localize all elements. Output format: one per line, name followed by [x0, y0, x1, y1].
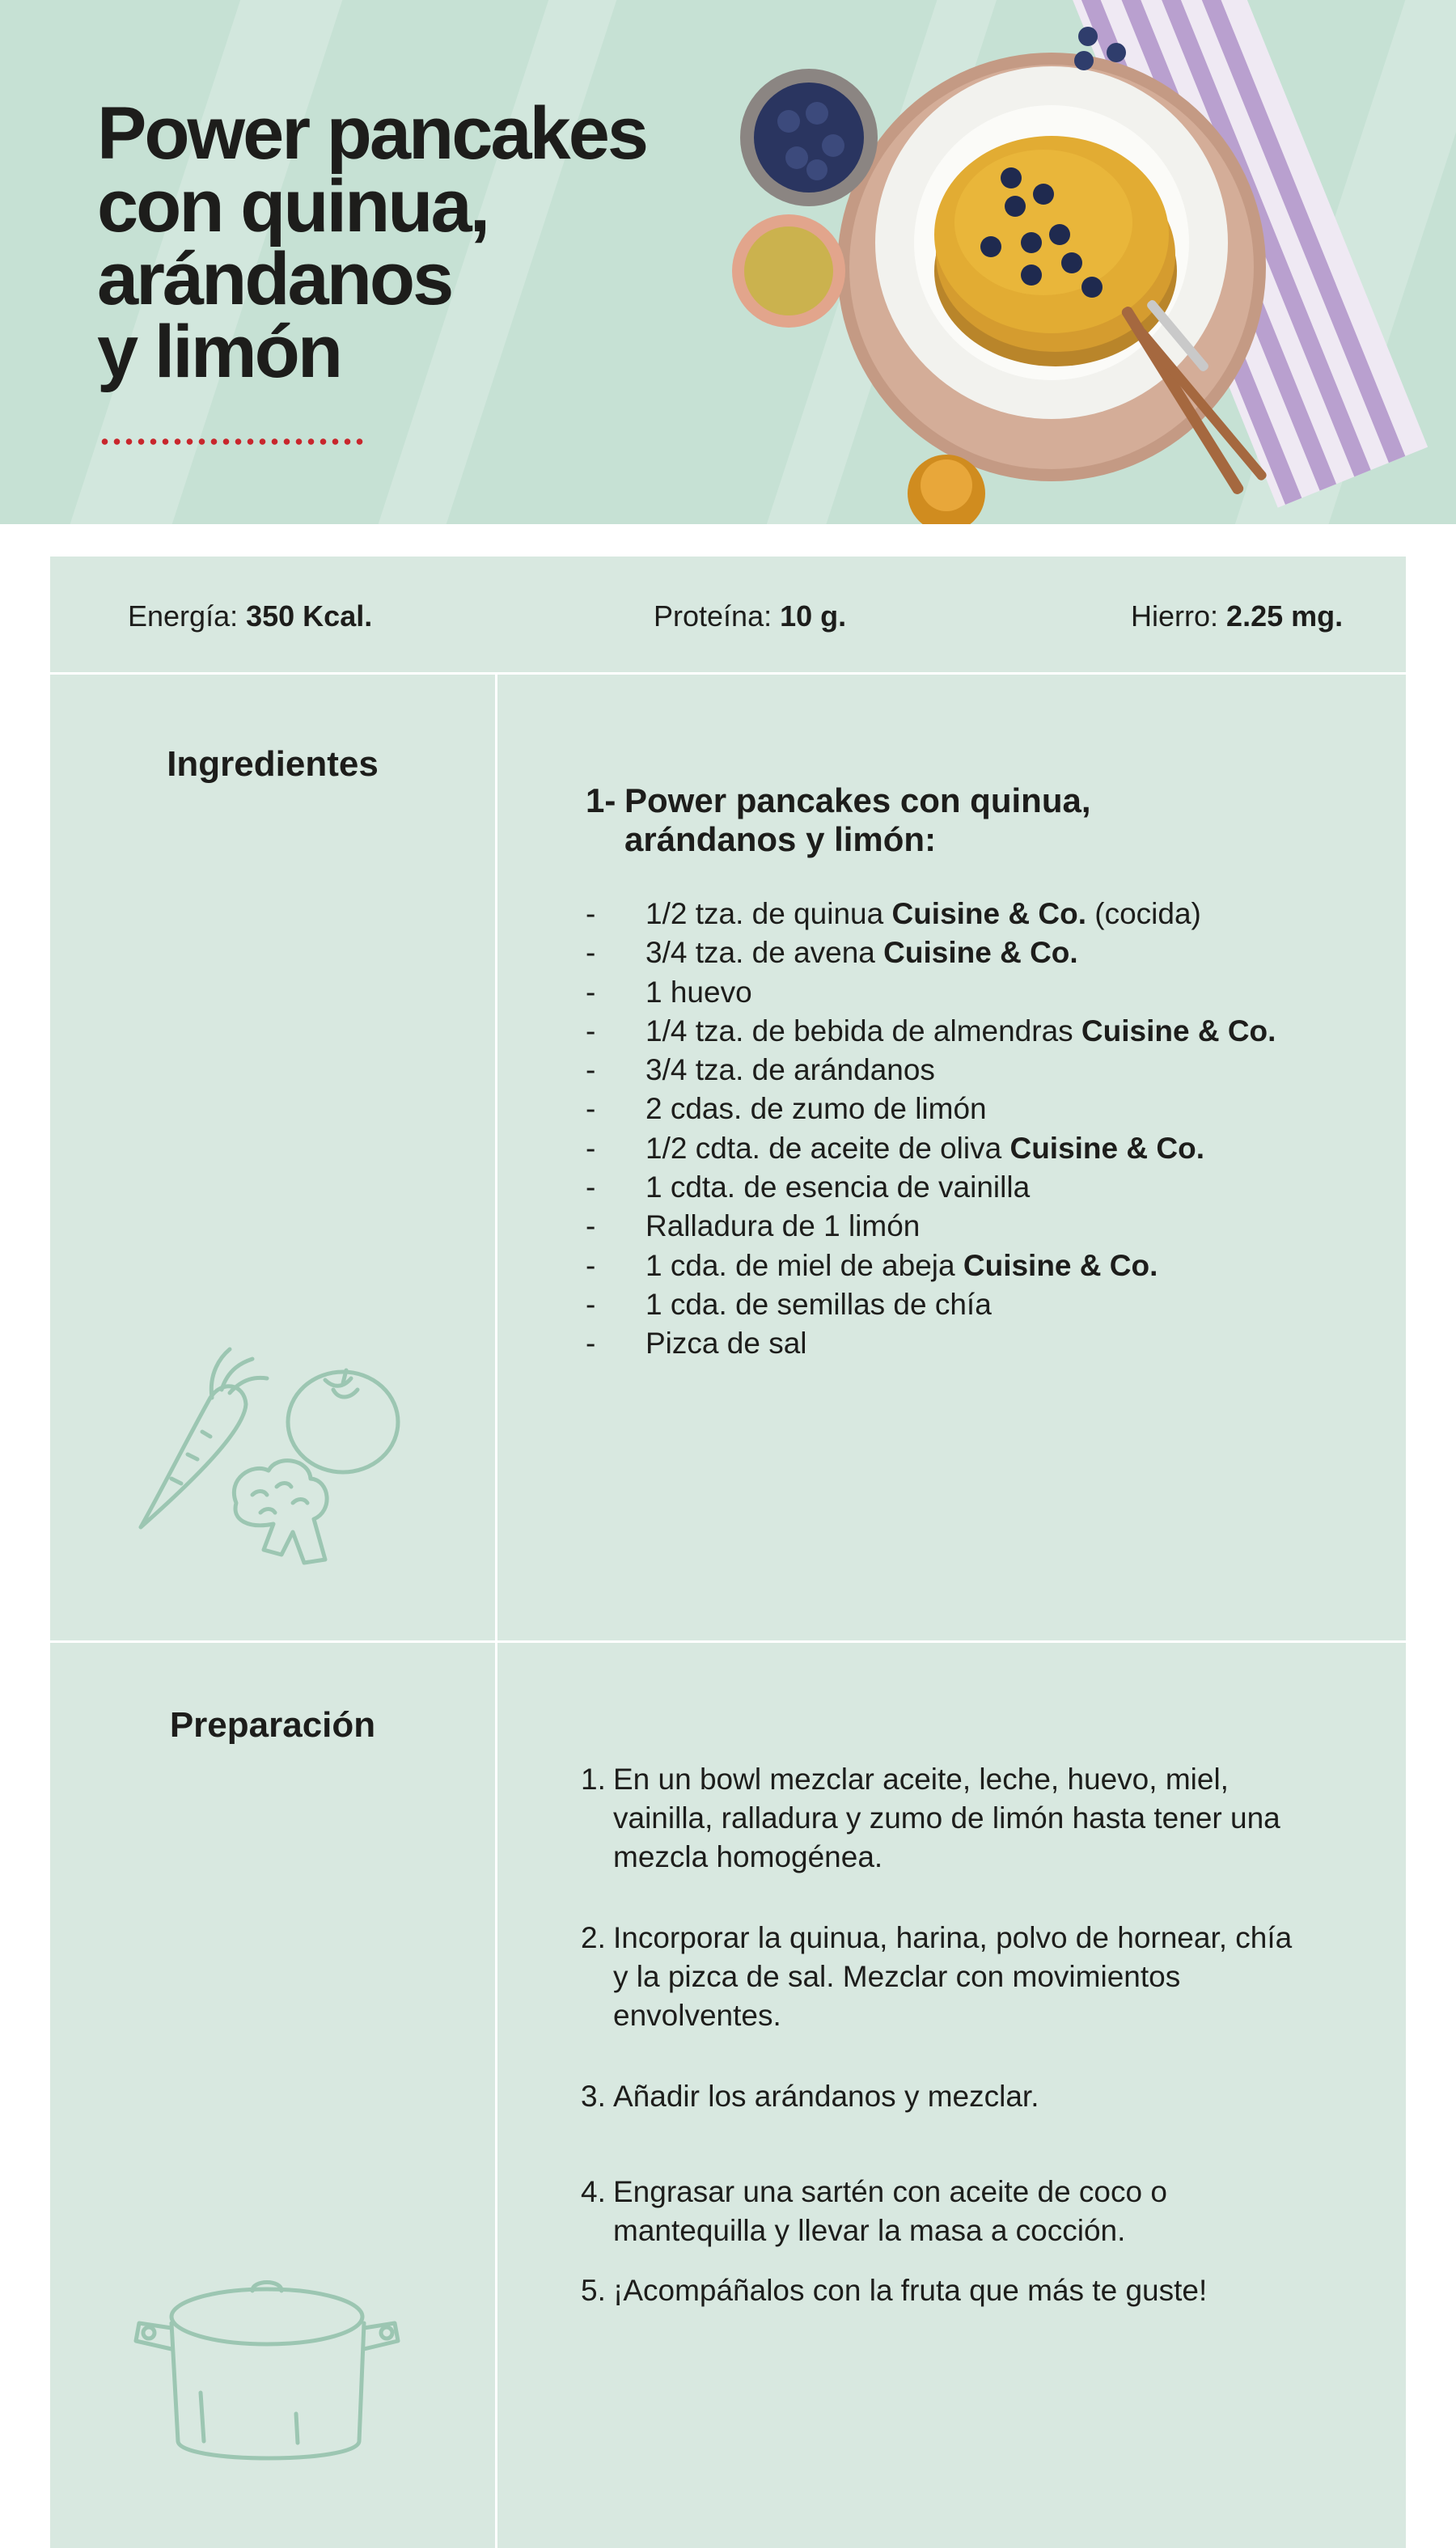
pot-icon: [131, 2271, 414, 2474]
ingredient-item: [586, 1090, 1276, 1128]
list-dash: -: [586, 1014, 596, 1048]
list-dash: -: [586, 1092, 596, 1126]
ingredient-list: [586, 895, 1276, 1364]
ingredient-brand: Cuisine & Co.: [963, 1248, 1158, 1282]
ingredient-item: [586, 1246, 1276, 1285]
ingredient-note: (cocida): [1086, 897, 1201, 930]
ingredient-text: Ralladura de 1 limón: [645, 1209, 921, 1243]
nutrition-label: Energía:: [128, 599, 239, 633]
ingredients-heading: Ingredientes: [167, 744, 379, 784]
nutrition-label: Hierro:: [1131, 599, 1219, 633]
preparation-step: [581, 2077, 1309, 2116]
nutrition-bar: [50, 557, 1406, 675]
ingredient-text: 1/2 cdta. de aceite de oliva: [645, 1131, 1010, 1165]
ingredient-item: [586, 973, 1276, 1012]
list-dash: -: [586, 975, 596, 1009]
pancakes-photo: [712, 0, 1456, 524]
ingredient-text: 3/4 tza. de avena: [645, 936, 884, 970]
preparation-step: [581, 2173, 1309, 2250]
step-text: Incorporar la quinua, harina, polvo de hornear, chía y la pizca de sal. Mezclar con movimientos envolventes.: [613, 1921, 1293, 2032]
step-number: 3.: [581, 2080, 606, 2113]
list-dash: -: [586, 1287, 596, 1321]
step-number: 2.: [581, 1921, 606, 1954]
list-dash: -: [586, 936, 596, 970]
nutrition-value: 2.25 mg.: [1226, 599, 1344, 633]
preparation-step: [581, 2271, 1309, 2310]
preparation-step: [581, 1919, 1309, 2035]
recipe-header: [0, 0, 1456, 524]
ingredient-text: 2 cdas. de zumo de limón: [645, 1092, 987, 1126]
ingredient-text: Pizca de sal: [645, 1327, 807, 1361]
ingredient-item: [586, 933, 1276, 972]
vegetables-icon: [131, 1341, 422, 1576]
nutrition-value: 350 Kcal.: [246, 599, 373, 633]
list-dash: -: [586, 1209, 596, 1243]
title-line: arándanos: [97, 238, 452, 320]
ingredient-item: [586, 1285, 1276, 1324]
ingredient-item: [586, 1207, 1276, 1246]
nutrition-label: Proteína:: [654, 599, 772, 633]
ingredient-item: [586, 1129, 1276, 1168]
list-dash: -: [586, 1327, 596, 1361]
title-line: y limón: [97, 311, 341, 393]
ingredient-brand: Cuisine & Co.: [1009, 1131, 1204, 1165]
nutrition-energy: [128, 599, 372, 634]
ingredient-brand: Cuisine & Co.: [891, 897, 1086, 930]
step-number: 1.: [581, 1763, 606, 1796]
recipe-subtitle-text: Power pancakes con quinua, arándanos y limón:: [624, 781, 1091, 858]
list-dash: -: [586, 1131, 596, 1165]
ingredient-text: 1 cda. de semillas de chía: [645, 1287, 992, 1321]
step-text: ¡Acompáñalos con la fruta que más te guste!: [613, 2274, 1208, 2307]
step-text: Añadir los arándanos y mezclar.: [613, 2080, 1039, 2113]
ingredient-item: [586, 1168, 1276, 1207]
nutrition-protein: [654, 599, 846, 634]
ingredient-brand: Cuisine & Co.: [1081, 1014, 1276, 1048]
list-dash: -: [586, 897, 596, 930]
ingredient-item: [586, 1324, 1276, 1363]
step-number: 5.: [581, 2274, 606, 2307]
ingredient-text: 1 cda. de miel de abeja: [645, 1248, 963, 1282]
recipe-number: 1-: [586, 781, 616, 819]
ingredient-text: 1/2 tza. de quinua: [645, 897, 892, 930]
ingredient-text: 1/4 tza. de bebida de almendras: [645, 1014, 1081, 1048]
title-line: Power pancakes: [97, 92, 647, 175]
preparation-heading: Preparación: [169, 1705, 376, 1745]
recipe-subtitle: [586, 781, 1152, 859]
preparation-step: [581, 1760, 1309, 1877]
ingredient-text: 3/4 tza. de arándanos: [645, 1053, 935, 1087]
nutrition-iron: [1131, 599, 1343, 634]
title-line: con quinua,: [97, 165, 489, 248]
step-number: 4.: [581, 2175, 606, 2208]
step-text: En un bowl mezclar aceite, leche, huevo, miel, vainilla, ralladura y zumo de limón hasta tener una mezcla homogénea.: [613, 1763, 1280, 1873]
recipe-title: [97, 92, 712, 393]
recipe-card: [50, 557, 1406, 2548]
list-dash: -: [586, 1053, 596, 1087]
ingredient-brand: Cuisine & Co.: [883, 936, 1078, 970]
list-dash: -: [586, 1248, 596, 1282]
dotted-divider: [99, 437, 366, 447]
step-text: Engrasar una sartén con aceite de coco o mantequilla y llevar la masa a cocción.: [613, 2175, 1167, 2247]
ingredient-text: 1 huevo: [645, 975, 752, 1009]
ingredient-item: [586, 1012, 1276, 1051]
list-dash: -: [586, 1170, 596, 1204]
nutrition-value: 10 g.: [780, 599, 847, 633]
ingredient-item: [586, 1051, 1276, 1090]
section-divider: [50, 1640, 1406, 1643]
ingredient-item: [586, 895, 1276, 933]
column-divider: [495, 675, 497, 2548]
ingredient-text: 1 cdta. de esencia de vainilla: [645, 1170, 1031, 1204]
